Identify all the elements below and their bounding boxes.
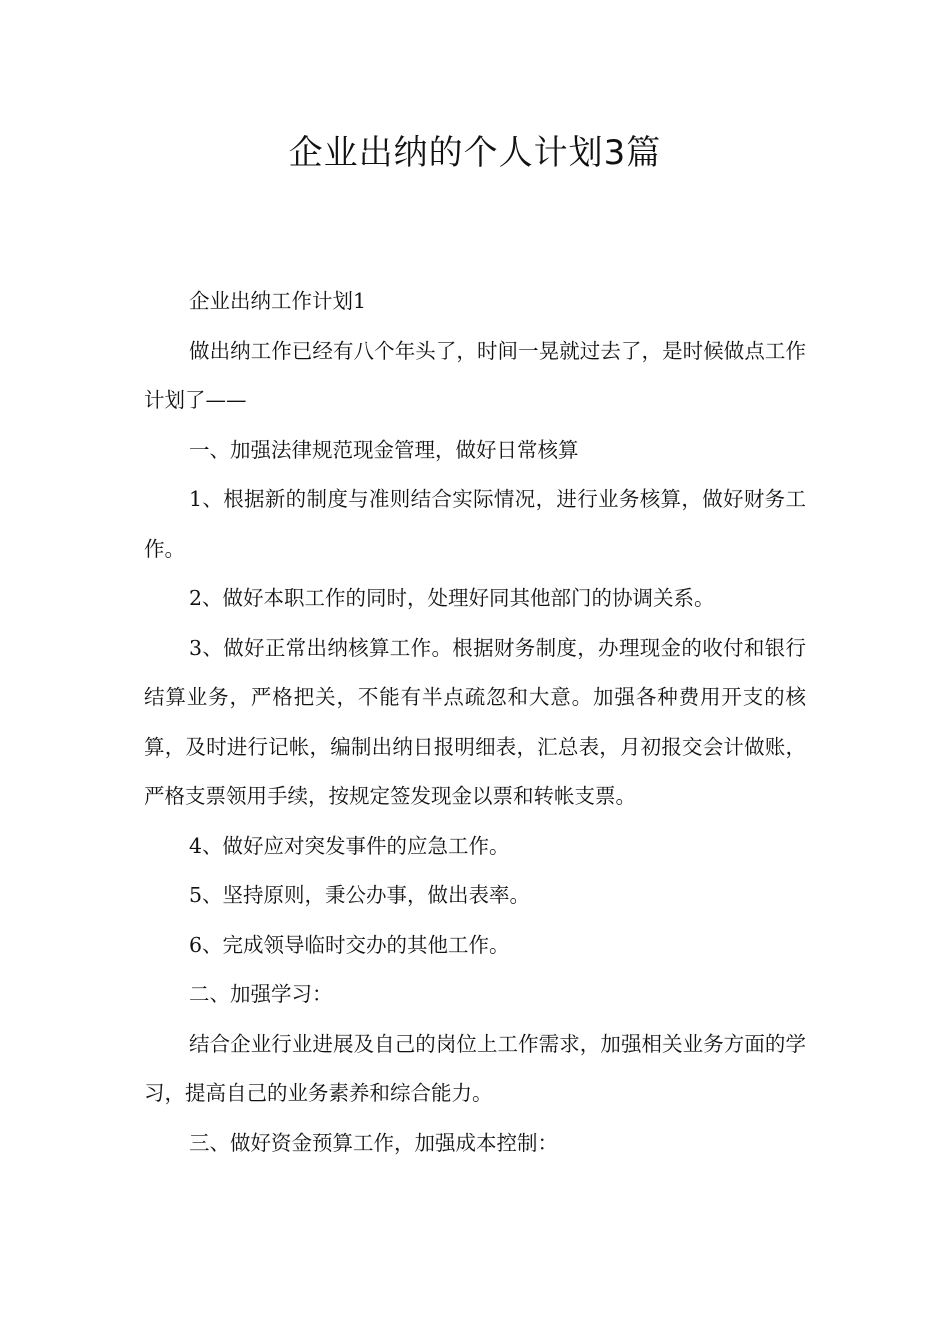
paragraph-learning: 结合企业行业进展及自己的岗位上工作需求，加强相关业务方面的学习，提高自己的业务素养和综合能力。 xyxy=(144,1031,806,1105)
list-item-3: 3、做好正常出纳核算工作。根据财务制度，办理现金的收付和银行结算业务，严格把关，不能有半点疏忽和大意。加强各种费用开支的核算，及时进行记帐，编制出纳日报明细表，汇总表，月初报交会计做账，严格支票领用手续，按规定签发现金以票和转帐支票。 xyxy=(144,635,806,808)
section-heading-2: 二、加强学习： xyxy=(189,982,333,1006)
list-item-6: 6、完成领导临时交办的其他工作。 xyxy=(189,932,510,957)
section-heading-1: 一、加强法律规范现金管理，做好日常核算 xyxy=(189,437,579,462)
document-title: 企业出纳的个人计划3篇 xyxy=(288,133,662,173)
list-item-1: 1、根据新的制度与准则结合实际情况，进行业务核算，做好财务工作。 xyxy=(144,487,806,561)
list-item-4: 4、做好应对突发事件的应急工作。 xyxy=(189,833,510,858)
paragraph-intro: 做出纳工作已经有八个年头了，时间一晃就过去了，是时候做点工作计划了—— xyxy=(144,338,806,412)
list-item-2: 2、做好本职工作的同时，处理好同其他部门的协调关系。 xyxy=(189,586,715,610)
paragraph-plan-heading: 企业出纳工作计划1 xyxy=(189,289,367,313)
document-body xyxy=(144,277,806,1168)
section-heading-3: 三、做好资金预算工作，加强成本控制： xyxy=(189,1130,558,1155)
list-item-5: 5、坚持原则，秉公办事，做出表率。 xyxy=(189,883,531,907)
